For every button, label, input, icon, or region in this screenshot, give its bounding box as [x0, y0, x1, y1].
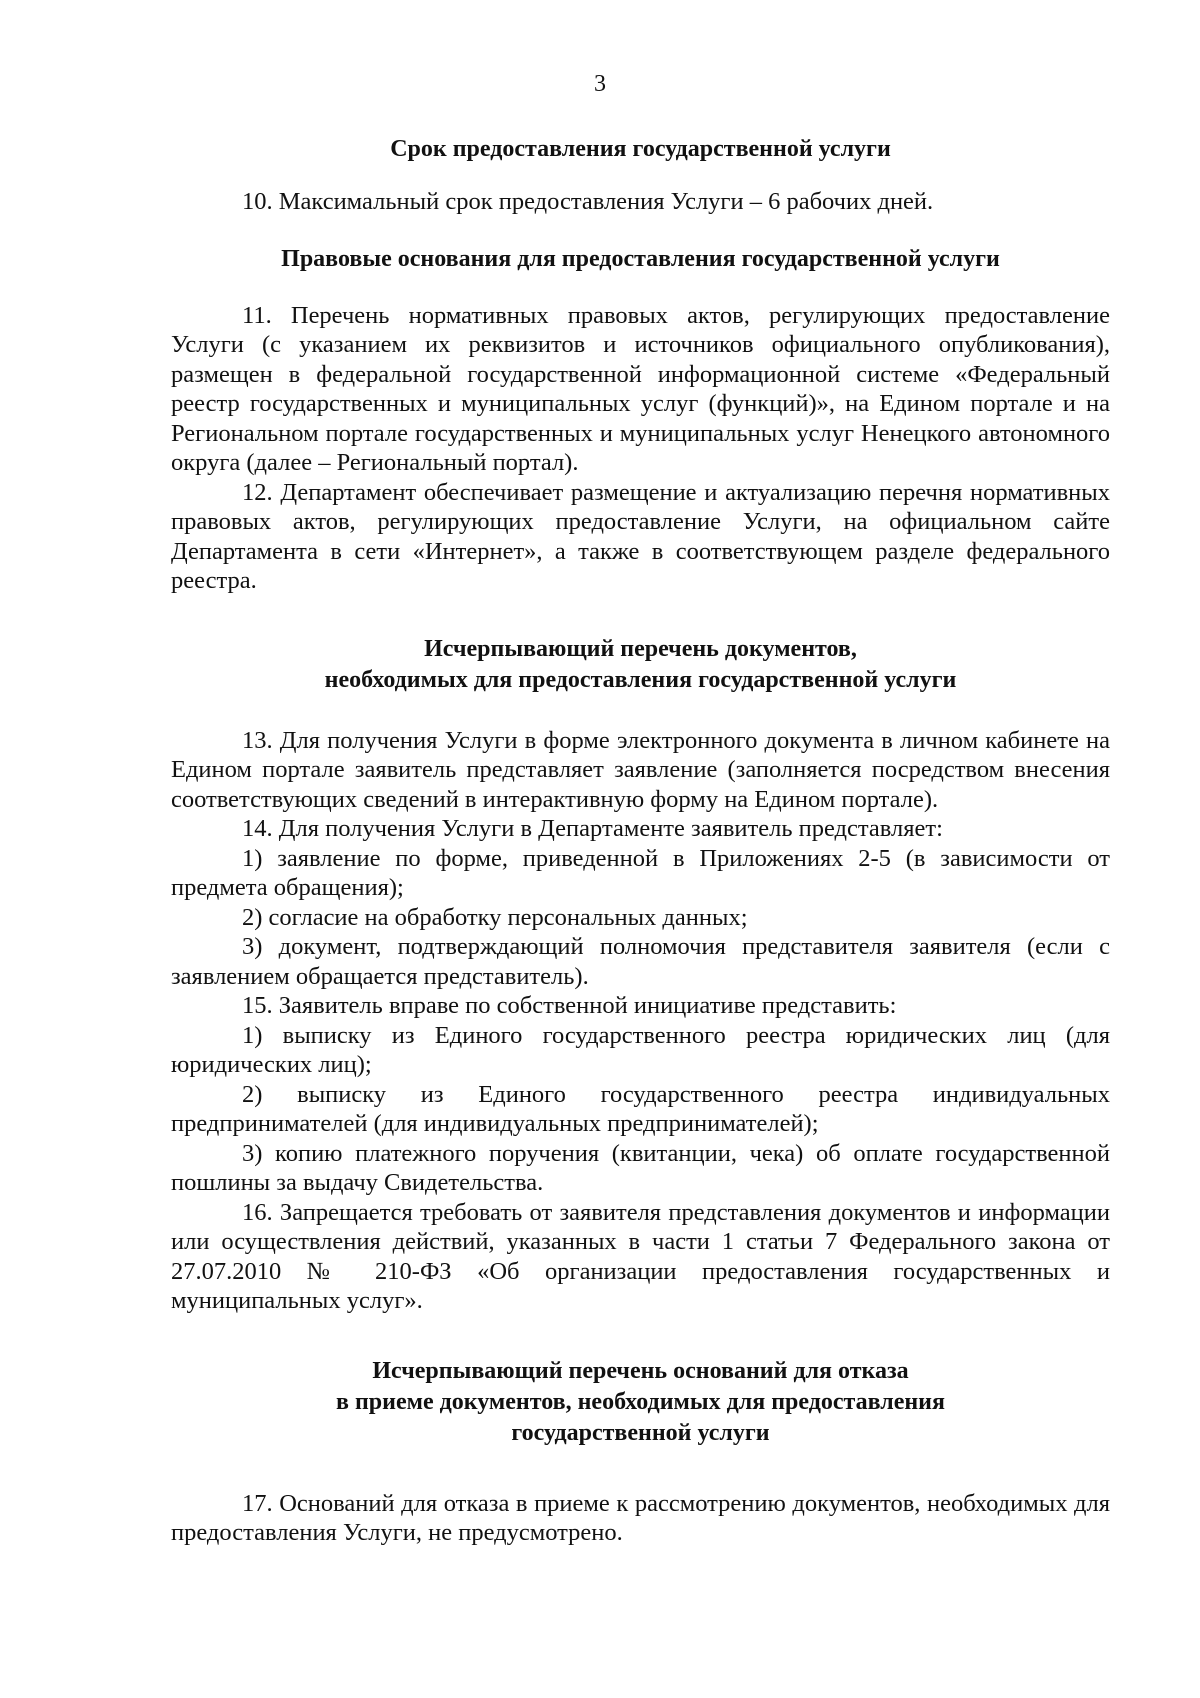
- paragraph-14: 14. Для получения Услуги в Департаменте заявитель представляет:: [242, 815, 943, 842]
- heading-refusal-line-3: государственной услуги: [511, 1419, 770, 1446]
- paragraph-14-item-1: 1) заявление по форме, приведенной в Приложениях 2-5 (в зависимости от предмета обращения);: [171, 844, 1110, 901]
- paragraph-13: 13. Для получения Услуги в форме электронного документа в личном кабинете на Едином портале заявитель представляет заявление (заполняется посредством внесения соответствующих сведений в интерактивную форму на Едином портале).: [171, 726, 1110, 813]
- page-number: 3: [594, 71, 606, 97]
- paragraph-15-item-1: 1) выписку из Единого государственного реестра юридических лиц (для юридических лиц);: [171, 1021, 1110, 1078]
- paragraph-16: 16. Запрещается требовать от заявителя представления документов и информации или осуществления действий, указанных в части 1 статьи 7 Федерального закона от 27.07.2010 № 210-ФЗ «Об организации предоставления государственных и муниципальных услуг».: [171, 1198, 1110, 1314]
- paragraph-17: 17. Оснований для отказа в приеме к рассмотрению документов, необходимых для предоставления Услуги, не предусмотрено.: [171, 1489, 1110, 1546]
- paragraph-15: 15. Заявитель вправе по собственной инициативе представить:: [242, 992, 897, 1019]
- paragraph-11: 11. Перечень нормативных правовых актов, регулирующих предоставление Услуги (с указанием их реквизитов и источников официального опубликования), размещен в федеральной государственной информационной системе «Федеральный реестр государственных и муниципальных услуг (функций)», на Едином портале и на Региональном портале государственных и муниципальных услуг Ненецкого автономного округа (далее – Региональный портал).: [171, 301, 1110, 476]
- paragraph-15-item-2: 2) выписку из Единого государственного реестра индивидуальных предпринимателей (для индивидуальных предпринимателей);: [171, 1080, 1110, 1137]
- heading-refusal-line-2: в приеме документов, необходимых для предоставления: [336, 1388, 945, 1415]
- heading-refusal-line-1: Исчерпывающий перечень оснований для отказа: [372, 1357, 909, 1384]
- heading-service-term: Срок предоставления государственной услуги: [390, 136, 891, 162]
- paragraph-10: 10. Максимальный срок предоставления Услуги – 6 рабочих дней.: [242, 188, 934, 215]
- heading-legal-grounds: Правовые основания для предоставления государственной услуги: [281, 245, 1000, 272]
- paragraph-15-item-3: 3) копию платежного поручения (квитанции, чека) об оплате государственной пошлины за выдачу Свидетельства.: [171, 1139, 1110, 1196]
- document-body: [171, 128, 1110, 1548]
- heading-documents-line-1: Исчерпывающий перечень документов,: [424, 635, 857, 662]
- heading-documents-list: [171, 634, 1110, 696]
- paragraph-14-item-2: 2) согласие на обработку персональных данных;: [242, 903, 748, 931]
- heading-refusal-grounds: [171, 1356, 1110, 1449]
- paragraph-14-item-3: 3) документ, подтверждающий полномочия представителя заявителя (если с заявлением обращается представитель).: [171, 933, 1110, 990]
- paragraph-12: 12. Департамент обеспечивает размещение и актуализацию перечня нормативных правовых актов, регулирующих предоставление Услуги, на официальном сайте Департамента в сети «Интернет», а также в соответствующем разделе федерального реестра.: [171, 478, 1110, 594]
- heading-documents-line-2: необходимых для предоставления государственной услуги: [324, 666, 957, 693]
